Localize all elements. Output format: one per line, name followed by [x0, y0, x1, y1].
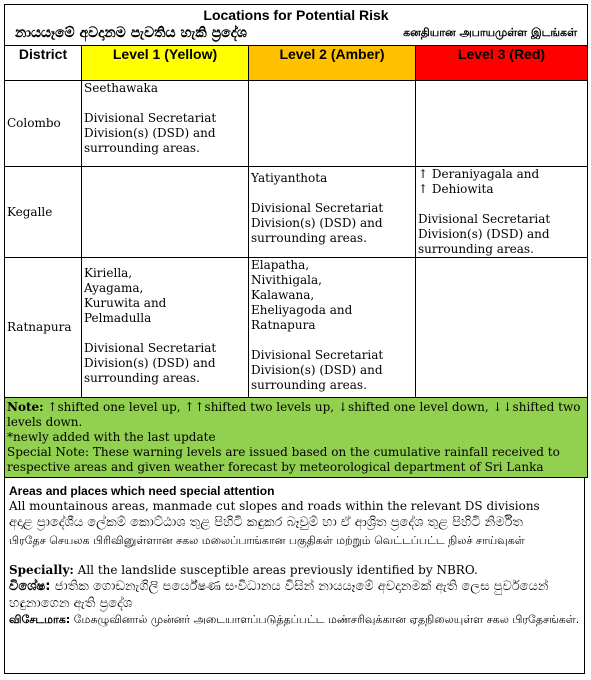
table-row — [5, 258, 588, 398]
attention-line-english: All mountainous areas, manmade cut slopes and roads within the relevant DS divisions — [9, 499, 540, 513]
visesha-text: ජාතික ගොඩනැගිලි පර්යේෂණ සංවිධානය විසින් නායයෑමේ අවදානමක් ඇති ලෙස පුර්වයෙන් හඳුනාගෙන ඇති ප්‍රදේශ — [9, 579, 549, 611]
dsd-text: Divisional Secretariat Division(s) (DSD) and surrounding areas. — [251, 348, 384, 392]
table-row — [5, 167, 588, 258]
note-text: ↑shifted one level up, ↑↑shifted two levels up, ↓shifted one level down, ↓↓shifted two levels down. — [7, 400, 581, 429]
specially-label: Specially: — [9, 563, 74, 577]
ratnapura-level2 — [249, 258, 416, 398]
dsd-text: Divisional Secretariat Division(s) (DSD) and surrounding areas. — [418, 212, 551, 256]
attention-heading: Areas and places which need special attention — [9, 484, 275, 498]
title-tamil: கனதியான அபாயமுள்ள இடங்கள் — [403, 26, 577, 39]
specially-text: All the landslide susceptible areas previously identified by NBRO. — [73, 563, 478, 577]
title-block — [5, 5, 588, 46]
location-item: Elapatha, — [251, 258, 310, 272]
location-item: Kalawana, — [251, 288, 315, 302]
location-item: Ayagama, — [84, 281, 144, 295]
location-item: ↑ Deraniyagala and — [418, 167, 540, 181]
colombo-level3 — [416, 81, 588, 167]
location-item: Pelmadulla — [84, 311, 152, 325]
location-item: Kiriella, — [84, 266, 133, 280]
dsd-text: Divisional Secretariat Division(s) (DSD) and surrounding areas. — [84, 111, 217, 155]
location-item: Yatiyanthota — [251, 171, 328, 185]
colombo-level1 — [82, 81, 249, 167]
district-kegalle: Kegalle — [5, 167, 82, 258]
location-item: Nivithigala, — [251, 273, 322, 287]
title-sinhala: නායයෑමේ අවදානම පැවතිය හැකි ප්‍රදේශ — [15, 25, 247, 41]
location-item: Eheliyagoda and — [251, 303, 353, 317]
kegalle-level1 — [82, 167, 249, 258]
header-level1: Level 1 (Yellow) — [82, 46, 249, 81]
dsd-text: Divisional Secretariat Division(s) (DSD) and surrounding areas. — [251, 201, 384, 245]
colombo-level2 — [249, 81, 416, 167]
visesha-label: විශේෂ: — [9, 579, 51, 594]
risk-bulletin — [4, 4, 587, 478]
district-colombo: Colombo — [5, 81, 82, 167]
location-item: Kuruwita and — [84, 296, 167, 310]
location-item: ↑ Dehiowita — [418, 182, 494, 196]
newly-added-note: *newly added with the last update — [7, 430, 216, 444]
risk-table — [4, 4, 588, 478]
special-attention-box — [4, 477, 585, 674]
header-level3: Level 3 (Red) — [416, 46, 588, 81]
ratnapura-level1 — [82, 258, 249, 398]
attention-line-sinhala: අදාළ ප්‍රාදේශීය ලේකම් කොට්ඨාශ තුළ පිහිටි කඳුකර බෑවුම් හා ඒ ආශ්‍රිත ප්‍රදේශ තුළ පිහිටි නිර්මිත — [9, 515, 523, 530]
table-row — [5, 81, 588, 167]
page-title: Locations for Potential Risk — [203, 7, 389, 23]
dsd-text: Divisional Secretariat Division(s) (DSD) and surrounding areas. — [84, 341, 217, 385]
location-item: Seethawaka — [84, 81, 158, 95]
district-ratnapura: Ratnapura — [5, 258, 82, 398]
special-note: Special Note: These warning levels are issued based on the cumulative rainfall received to respective areas and given weather forecast by meteorological department of Sri Lanka — [7, 445, 560, 474]
location-item: Ratnapura — [251, 318, 316, 332]
tamil-special-label: விசேடமாக: — [9, 613, 71, 626]
tamil-special-text: மேசுழுவினால் முன்னர் அடையாளப்படுத்தப்பட்ட மண்சரிவுக்கான ஏதநிலையுள்ள சகல பிரதேசங்கள். — [70, 613, 580, 626]
note-block — [5, 398, 588, 478]
kegalle-level2 — [249, 167, 416, 258]
header-level2: Level 2 (Amber) — [249, 46, 416, 81]
ratnapura-level3 — [416, 258, 588, 398]
kegalle-level3 — [416, 167, 588, 258]
note-label: Note: — [7, 400, 44, 414]
attention-line-tamil: பிரதேச செயலக பிரிவினுள்ளான சகல மலைப்பாங்கான பகுதிகள் மற்றும் வெட்டப்பட்ட நிலச் சாய்வுகள் — [9, 534, 525, 547]
header-district: District — [5, 46, 82, 81]
